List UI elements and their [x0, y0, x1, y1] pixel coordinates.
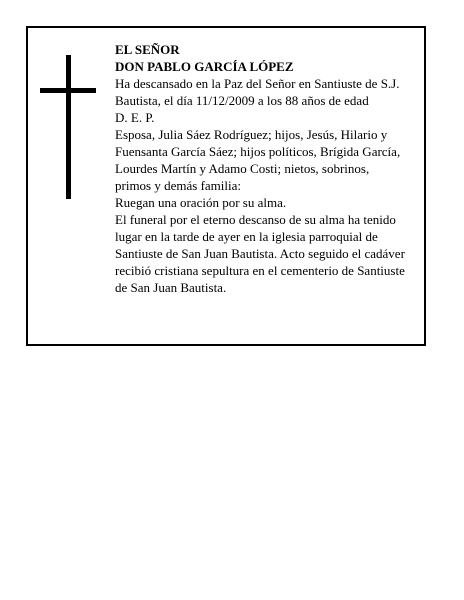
body-line: D. E. P. — [115, 110, 155, 125]
notice-title-line-1: EL SEÑOR — [115, 42, 180, 57]
body-line: Bautista, el día 11/12/2009 a los 88 años de edad — [115, 93, 369, 108]
obituary-notice — [26, 26, 426, 346]
body-line: El funeral por el eterno descanso de su alma ha tenido — [115, 212, 396, 227]
cross-horizontal-bar — [40, 88, 96, 93]
notice-text — [115, 41, 423, 296]
body-line: recibió cristiana sepultura en el cementerio de Santiuste — [115, 263, 405, 278]
body-line: Santiuste de San Juan Bautista. Acto seguido el cadáver — [115, 246, 405, 261]
body-line: Fuensanta García Sáez; hijos políticos, Brígida García, — [115, 144, 401, 159]
body-line: Ha descansado en la Paz del Señor en Santiuste de S.J. — [115, 76, 400, 91]
body-line: primos y demás familia: — [115, 178, 242, 193]
body-line: Ruegan una oración por su alma. — [115, 195, 287, 210]
cross-vertical-bar — [66, 55, 71, 199]
body-line: lugar en la tarde de ayer en la iglesia parroquial de — [115, 229, 378, 244]
latin-cross-icon — [40, 55, 96, 199]
body-line: Lourdes Martín y Adamo Costi; nietos, sobrinos, — [115, 161, 370, 176]
body-line: Esposa, Julia Sáez Rodríguez; hijos, Jesús, Hilario y — [115, 127, 388, 142]
body-line: de San Juan Bautista. — [115, 280, 227, 295]
deceased-name: DON PABLO GARCÍA LÓPEZ — [115, 59, 294, 74]
